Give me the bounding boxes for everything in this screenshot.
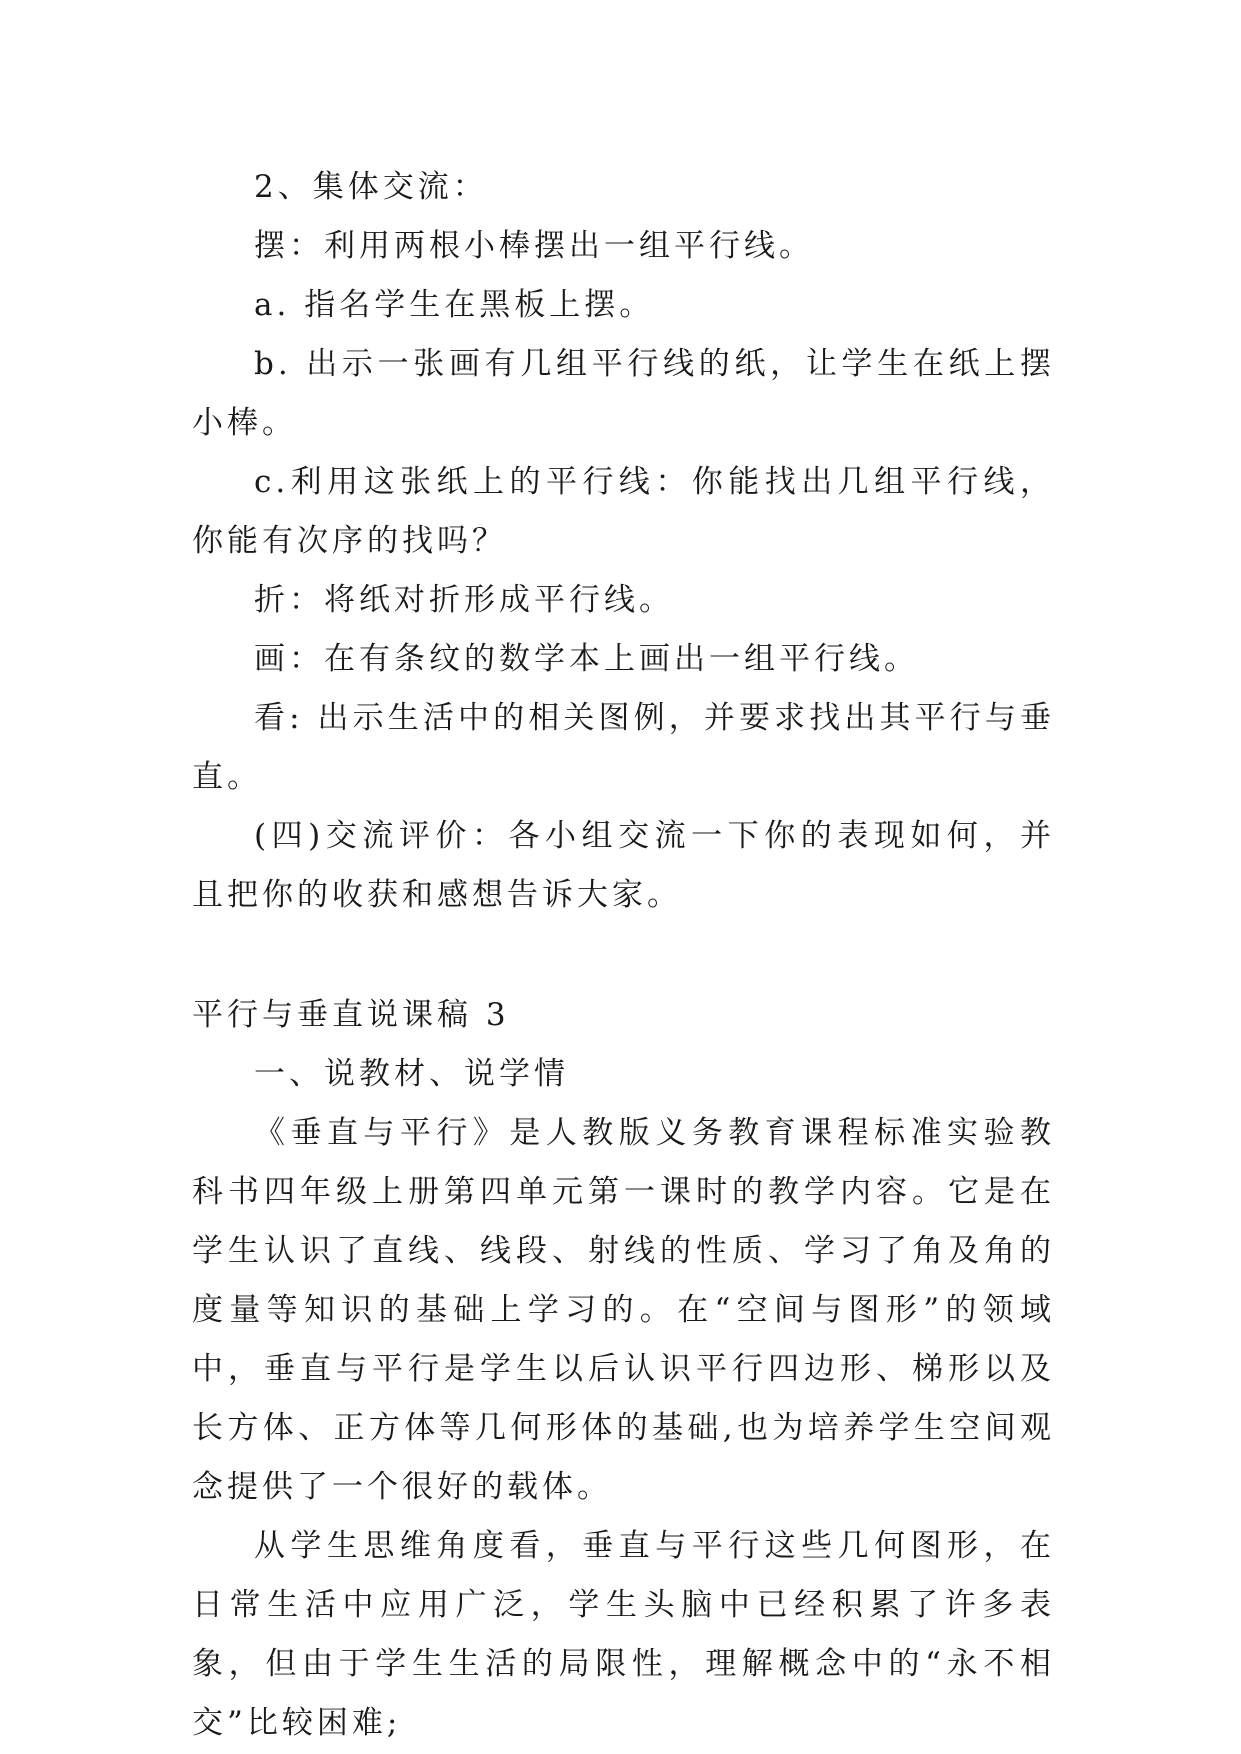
- paragraph: 画：在有条纹的数学本上画出一组平行线。: [254, 641, 919, 677]
- paragraph: b. 出示一张画有几组平行线的纸，让学生在纸上摆小棒。: [192, 346, 1055, 441]
- paragraph: 一、说教材、说学情: [254, 1056, 569, 1092]
- section-title: 平行与垂直说课稿 3: [192, 997, 510, 1033]
- paragraph: 《垂直与平行》是人教版义务教育课程标准实验教科书四年级上册第四单元第一课时的教学内容。它是在学生认识了直线、线段、射线的性质、学习了角及角的度量等知识的基础上学习的。在“空间与图形”的领域中，垂直与平行是学生以后认识平行四边形、梯形以及长方体、正方体等几何形体的基础,也为培养学生空间观念提供了一个很好的载体。: [192, 1115, 1055, 1505]
- paragraph: 折：将纸对折形成平行线。: [254, 582, 674, 618]
- paragraph: 2、集体交流：: [254, 169, 488, 205]
- paragraph: c.利用这张纸上的平行线：你能找出几组平行线，你能有次序的找吗？: [192, 464, 1055, 559]
- paragraph: (四)交流评价：各小组交流一下你的表现如何，并且把你的收获和感想告诉大家。: [192, 818, 1055, 913]
- paragraph: 摆：利用两根小棒摆出一组平行线。: [254, 228, 814, 264]
- paragraph: 从学生思维角度看，垂直与平行这些几何图形，在日常生活中应用广泛，学生头脑中已经积累了许多表象，但由于学生生活的局限性，理解概念中的“永不相交”比较困难;: [192, 1528, 1055, 1741]
- paragraph: a. 指名学生在黑板上摆。: [254, 287, 655, 323]
- paragraph: 看: 出示生活中的相关图例，并要求找出其平行与垂直。: [192, 700, 1055, 795]
